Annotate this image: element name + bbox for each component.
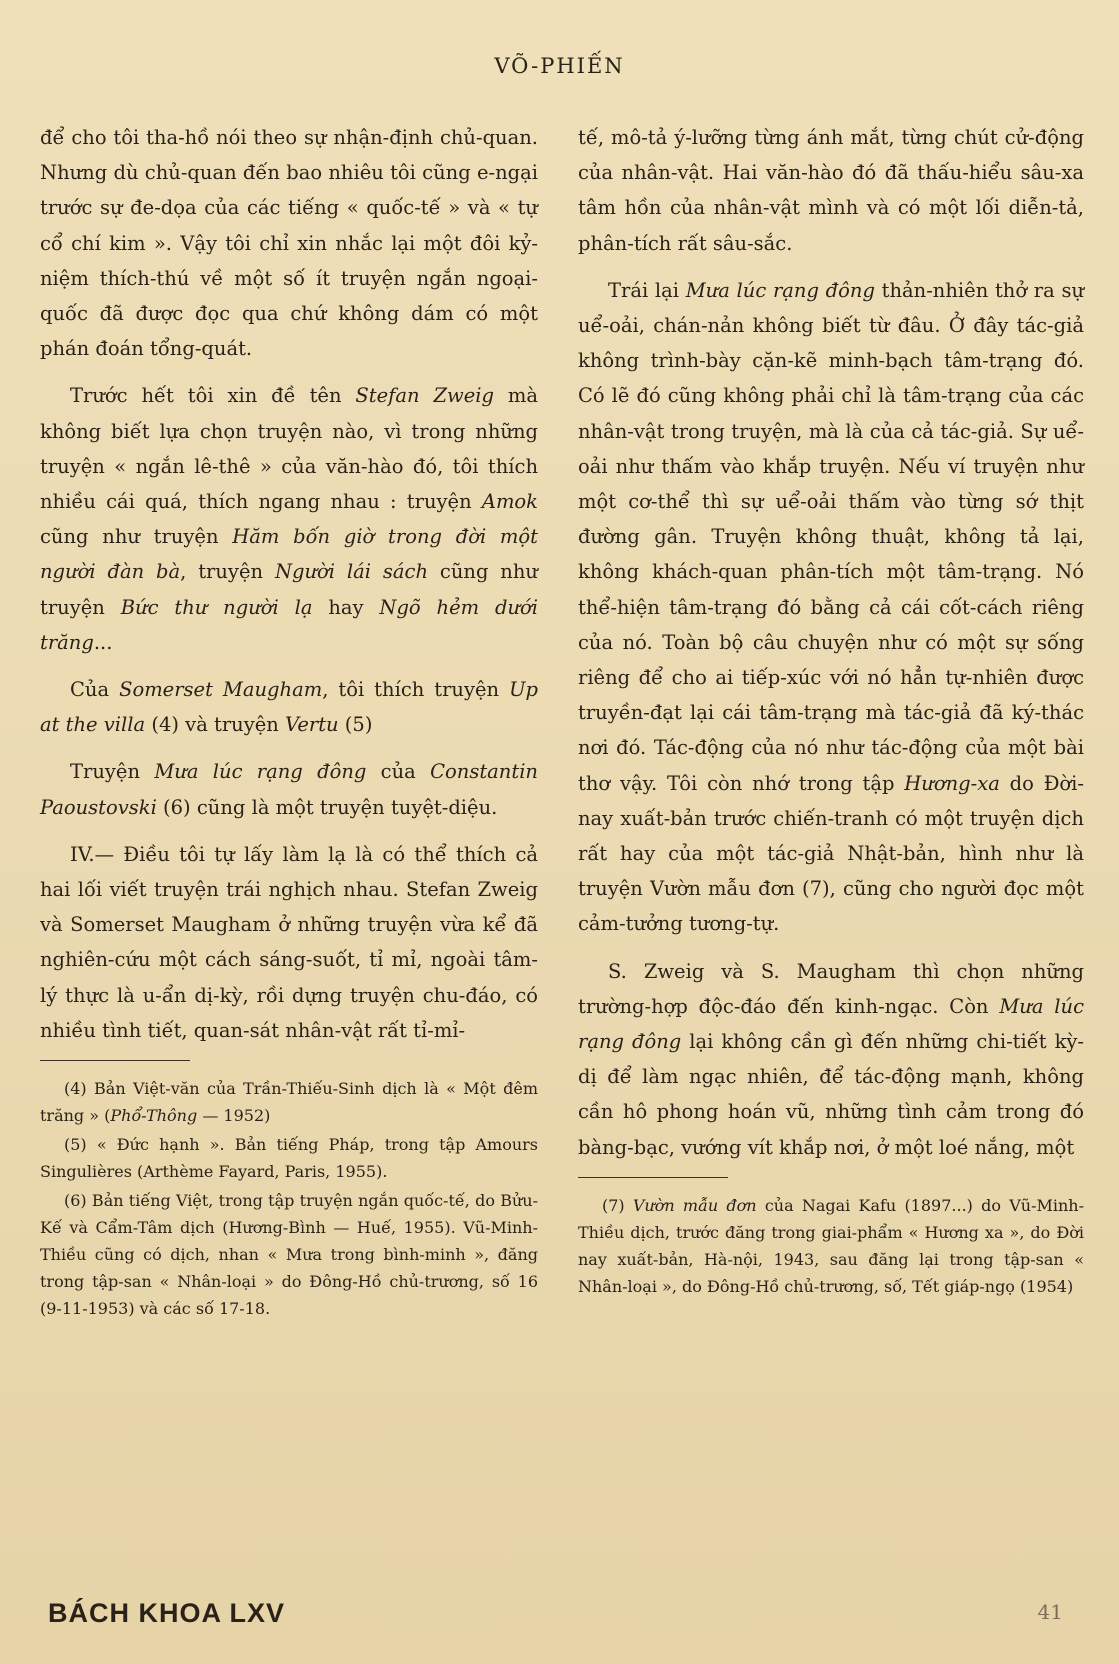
magazine-title-footer: BÁCH KHOA LXV — [48, 1598, 286, 1628]
text-run: , truyện — [180, 560, 275, 584]
footnote — [40, 1075, 538, 1129]
italic-title: Somerset Maugham — [119, 678, 323, 702]
italic-title: Up at the villa — [40, 678, 539, 737]
paragraph — [578, 954, 1084, 1165]
text-run: (5) — [338, 713, 373, 737]
italic-title: Vườn mẫu đơn — [632, 1195, 757, 1215]
paragraph — [40, 672, 538, 742]
right-footnotes — [578, 1192, 1084, 1300]
text-run: (5) « Đức hạnh ». Bản tiếng Pháp, trong tập Amours Singulières (Arthème Fayard, Paris, 1955). — [40, 1135, 538, 1182]
text-run: cũng như truyện — [40, 560, 538, 619]
italic-title: Mưa lúc rạng đông — [578, 994, 1084, 1054]
text-run: Trái lại — [608, 278, 686, 302]
text-run: hay — [312, 595, 380, 619]
text-run: S. Zweig và S. Maugham thì chọn những trường-hợp độc-đáo đến kinh-ngạc. Còn — [578, 959, 1084, 1018]
italic-title: Mưa lúc rạng đông — [685, 278, 875, 302]
text-run: — 1952) — [197, 1106, 271, 1126]
text-run: tế, mô-tả ý-lưỡng từng ánh mắt, từng chút cử-động của nhân-vật. Hai văn-hào đó đã thấu-hiểu sâu-xa tâm hồn của nhân-vật mình và có một lối diễn-tả, phân-tích rất sâu-sắc. — [578, 126, 1084, 255]
left-footnotes — [40, 1075, 538, 1322]
italic-title: Hăm bốn giờ trong đời một người đàn bà — [40, 525, 538, 584]
text-run: cũng như truyện — [40, 525, 233, 549]
paragraph — [40, 378, 538, 660]
italic-title: Constantin Paoustovski — [40, 760, 538, 819]
paragraph — [40, 120, 538, 366]
text-run: thản-nhiên thở ra sự uể-oải, chán-nản không biết từ đâu. Ở đây tác-giả không trình-bày cặn-kẽ minh-bạch tâm-trạng đó. Có lẽ đó cũng không phải chỉ là tâm-trạng của các nhân-vật trong truyện, mà là của cả tác-giả. Sự uể-oải như thấm vào khắp truyện. Nếu ví truyện như một cơ-thể thì sự uể-oải thấm vào từng sớ thịt đường gân. Truyện không thuật, không tả lại, không khách-quan phân-tích một tâm-trạng. Nó thể-hiện tâm-trạng đó bằng cả cái cốt-cách riêng của nó. Toàn bộ câu chuyện như có một sự sống riêng để cho ai tiếp-xúc với nó hẳn tự-nhiên được truyền-đạt lại cái tâm-trạng mà tác-giả đã ký-thác nơi đó. Tác-động của nó như tác-động của một bài thơ vậy. Tôi còn nhớ trong tập — [578, 278, 1085, 795]
text-run: để cho tôi tha-hồ nói theo sự nhận-định chủ-quan. Nhưng dù chủ-quan đến bao nhiêu tôi cũng e-ngại trước sự đe-dọa của các tiếng « quốc-tế » và « tự cổ chí kim ». Vậy tôi chỉ xin nhắc lại một đôi kỷ-niệm thích-thú về một số ít truyện ngắn ngoại-quốc đã được đọc qua chứ không dám có một phán đoán tổng-quát. — [40, 126, 538, 361]
text-run: (7), cũng cho người đọc một cảm-tưởng tương-tự. — [578, 877, 1084, 936]
paragraph — [578, 273, 1084, 942]
italic-title: Amok — [481, 490, 538, 514]
right-column — [578, 120, 1084, 1302]
footnote-rule — [40, 1060, 190, 1061]
italic-title: Người lái sách — [274, 560, 429, 584]
text-run: mà không biết lựa chọn truyện nào, vì trong những truyện « ngắn lê-thê » của văn-hào đó, tôi thích nhiều cái quá, thích ngang nhau : truyện — [40, 384, 538, 514]
italic-title: Vertu — [285, 713, 339, 737]
text-run: Truyện — [70, 760, 155, 784]
italic-title: Phổ-Thông — [110, 1106, 198, 1126]
page-number: 41 — [1037, 1600, 1063, 1624]
footnote — [40, 1187, 538, 1322]
italic-title: Mưa lúc rạng đông — [154, 760, 367, 784]
text-run: (6) cũng là một truyện tuyệt-diệu. — [156, 795, 498, 819]
text-run: (7) — [602, 1195, 633, 1215]
italic-title: Stefan Zweig — [355, 384, 494, 408]
running-head: VÕ-PHIẾN — [494, 54, 625, 78]
text-run: do Đời-nay xuất-bản trước chiến-tranh có một truyện dịch rất hay của một tác-giả Nhật-bản, hình như là truyện — [578, 771, 1084, 901]
footnote-rule — [578, 1177, 728, 1178]
text-run: Trước hết tôi xin đề tên — [70, 384, 356, 408]
text-run: Vườn mẫu đơn — [649, 877, 795, 901]
text-run: lại không cần gì đến những chi-tiết kỳ-dị để làm ngạc nhiên, để tác-động mạnh, không cần hô phong hoán vũ, những tình cảm trong đó bàng-bạc, vướng vít khắp nơi, ở một loé nắng, một — [578, 1030, 1084, 1159]
right-body — [578, 120, 1084, 1165]
footnote — [578, 1192, 1084, 1300]
text-run: của Nagai Kafu (1897...) do Vũ-Minh-Thiều dịch, trước đăng trong giai-phẩm « Hương xa », do Đời nay xuất-bản, Hà-nội, 1943, sau đăng lại trong tập-san « Nhân-loại », do Đông-Hồ chủ-trương, số, Tết giáp-ngọ (1954) — [578, 1195, 1085, 1296]
italic-title: Ngõ hẻm dưới trăng — [40, 595, 538, 654]
text-run: (4) và truyện — [145, 713, 286, 737]
italic-title: Hương-xa — [904, 771, 1000, 795]
left-column — [40, 120, 538, 1324]
text-run: ... — [93, 630, 113, 654]
paragraph — [40, 754, 538, 824]
text-run: (6) Bản tiếng Việt, trong tập truyện ngắn quốc-tế, do Bửu-Kế và Cẩm-Tâm dịch (Hương-Bình — Huế, 1955). Vũ-Minh-Thiều cũng có dịch, nhan « Mưa trong bình-minh », đăng trong tập-san « Nhân-loại » do Đông-Hồ chủ-trương, số 16 (9-11-1953) và các số 17-18. — [40, 1191, 538, 1319]
text-run: (4) Bản Việt-văn của Trần-Thiếu-Sinh dịch là « Một đêm trăng » ( — [40, 1079, 538, 1126]
footnote — [40, 1131, 538, 1185]
paragraph — [40, 837, 538, 1048]
left-body — [40, 120, 538, 1048]
italic-title: Bức thư người lạ — [120, 595, 313, 619]
paragraph — [578, 120, 1084, 261]
text-run: của — [366, 760, 431, 784]
text-run: Của — [70, 678, 120, 702]
text-run: IV.— Điều tôi tự lấy làm lạ là có thể thích cả hai lối viết truyện trái nghịch nhau. Stefan Zweig và Somerset Maugham ở những truyện vừa kể đã nghiên-cứu một cách sáng-suốt, tỉ mỉ, ngoài tâm-lý thực là u-ẩn dị-kỳ, rồi dựng truyện chu-đáo, có nhiều tình tiết, quan-sát nhân-vật rất tỉ-mỉ- — [40, 842, 538, 1042]
text-run: , tôi thích truyện — [322, 678, 510, 702]
